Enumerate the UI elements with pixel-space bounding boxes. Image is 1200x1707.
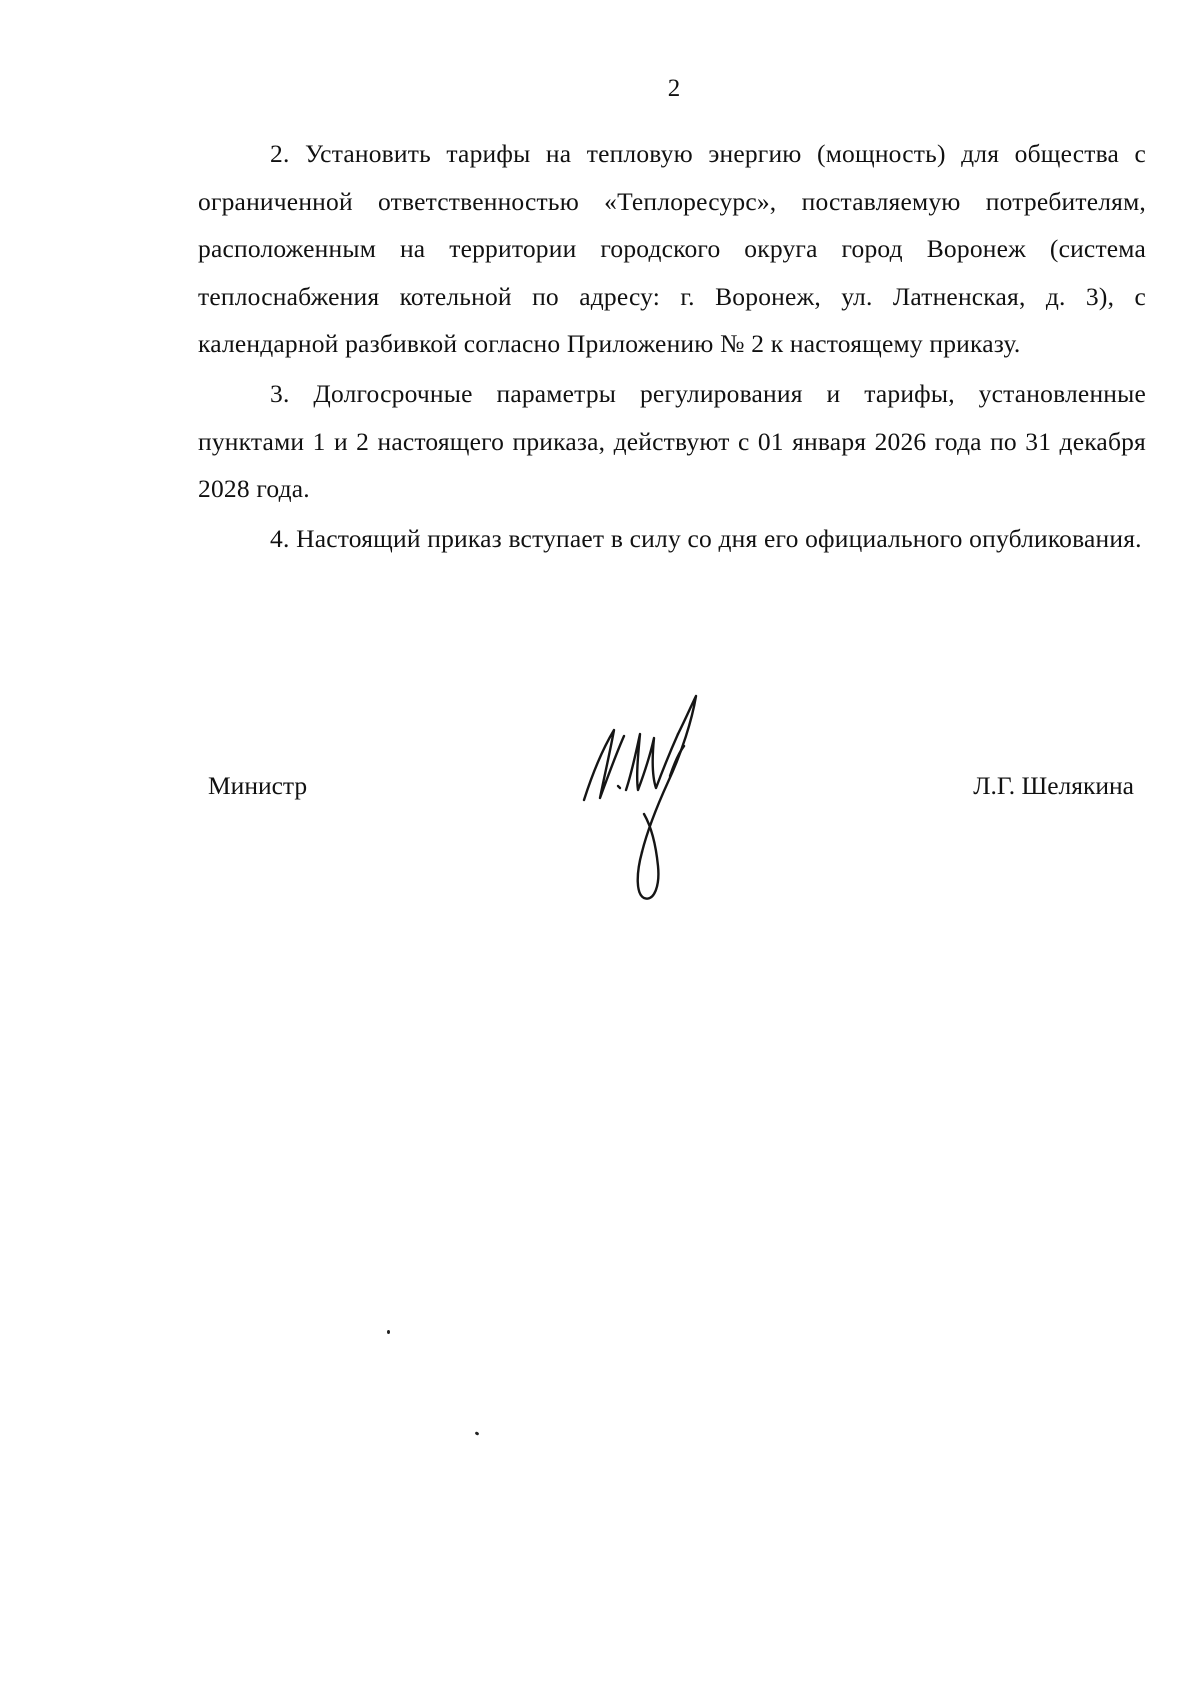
paragraph-3: 3. Долгосрочные параметры регулирования и тарифы, установленные пунктами 1 и 2 настоящего приказа, действуют с 01 января 2026 года по 31 декабря 2028 года.: [198, 378, 1146, 504]
page-number: 2: [667, 75, 681, 102]
paragraph-4: 4. Настоящий приказ вступает в силу со дня его официального опубликования.: [270, 523, 1142, 553]
handwritten-signature: [574, 690, 734, 900]
order-body: [198, 130, 1146, 562]
paragraph-2: 2. Установить тарифы на тепловую энергию (мощность) для общества с ограниченной ответственностью «Теплоресурс», поставляемую потребителям, расположенным на территории городского округа город Воронеж (система теплоснабжения котельной по адресу: г. Воронеж, ул. Латненская, д. 3), с календарной разбивкой согласно Приложению № 2 к настоящему приказу.: [198, 139, 1146, 359]
signatory-name: Л.Г. Шелякина: [973, 771, 1134, 800]
signatory-title: Министр: [208, 771, 308, 800]
scan-speck: [475, 1431, 480, 1436]
scan-speck: [387, 1330, 390, 1334]
